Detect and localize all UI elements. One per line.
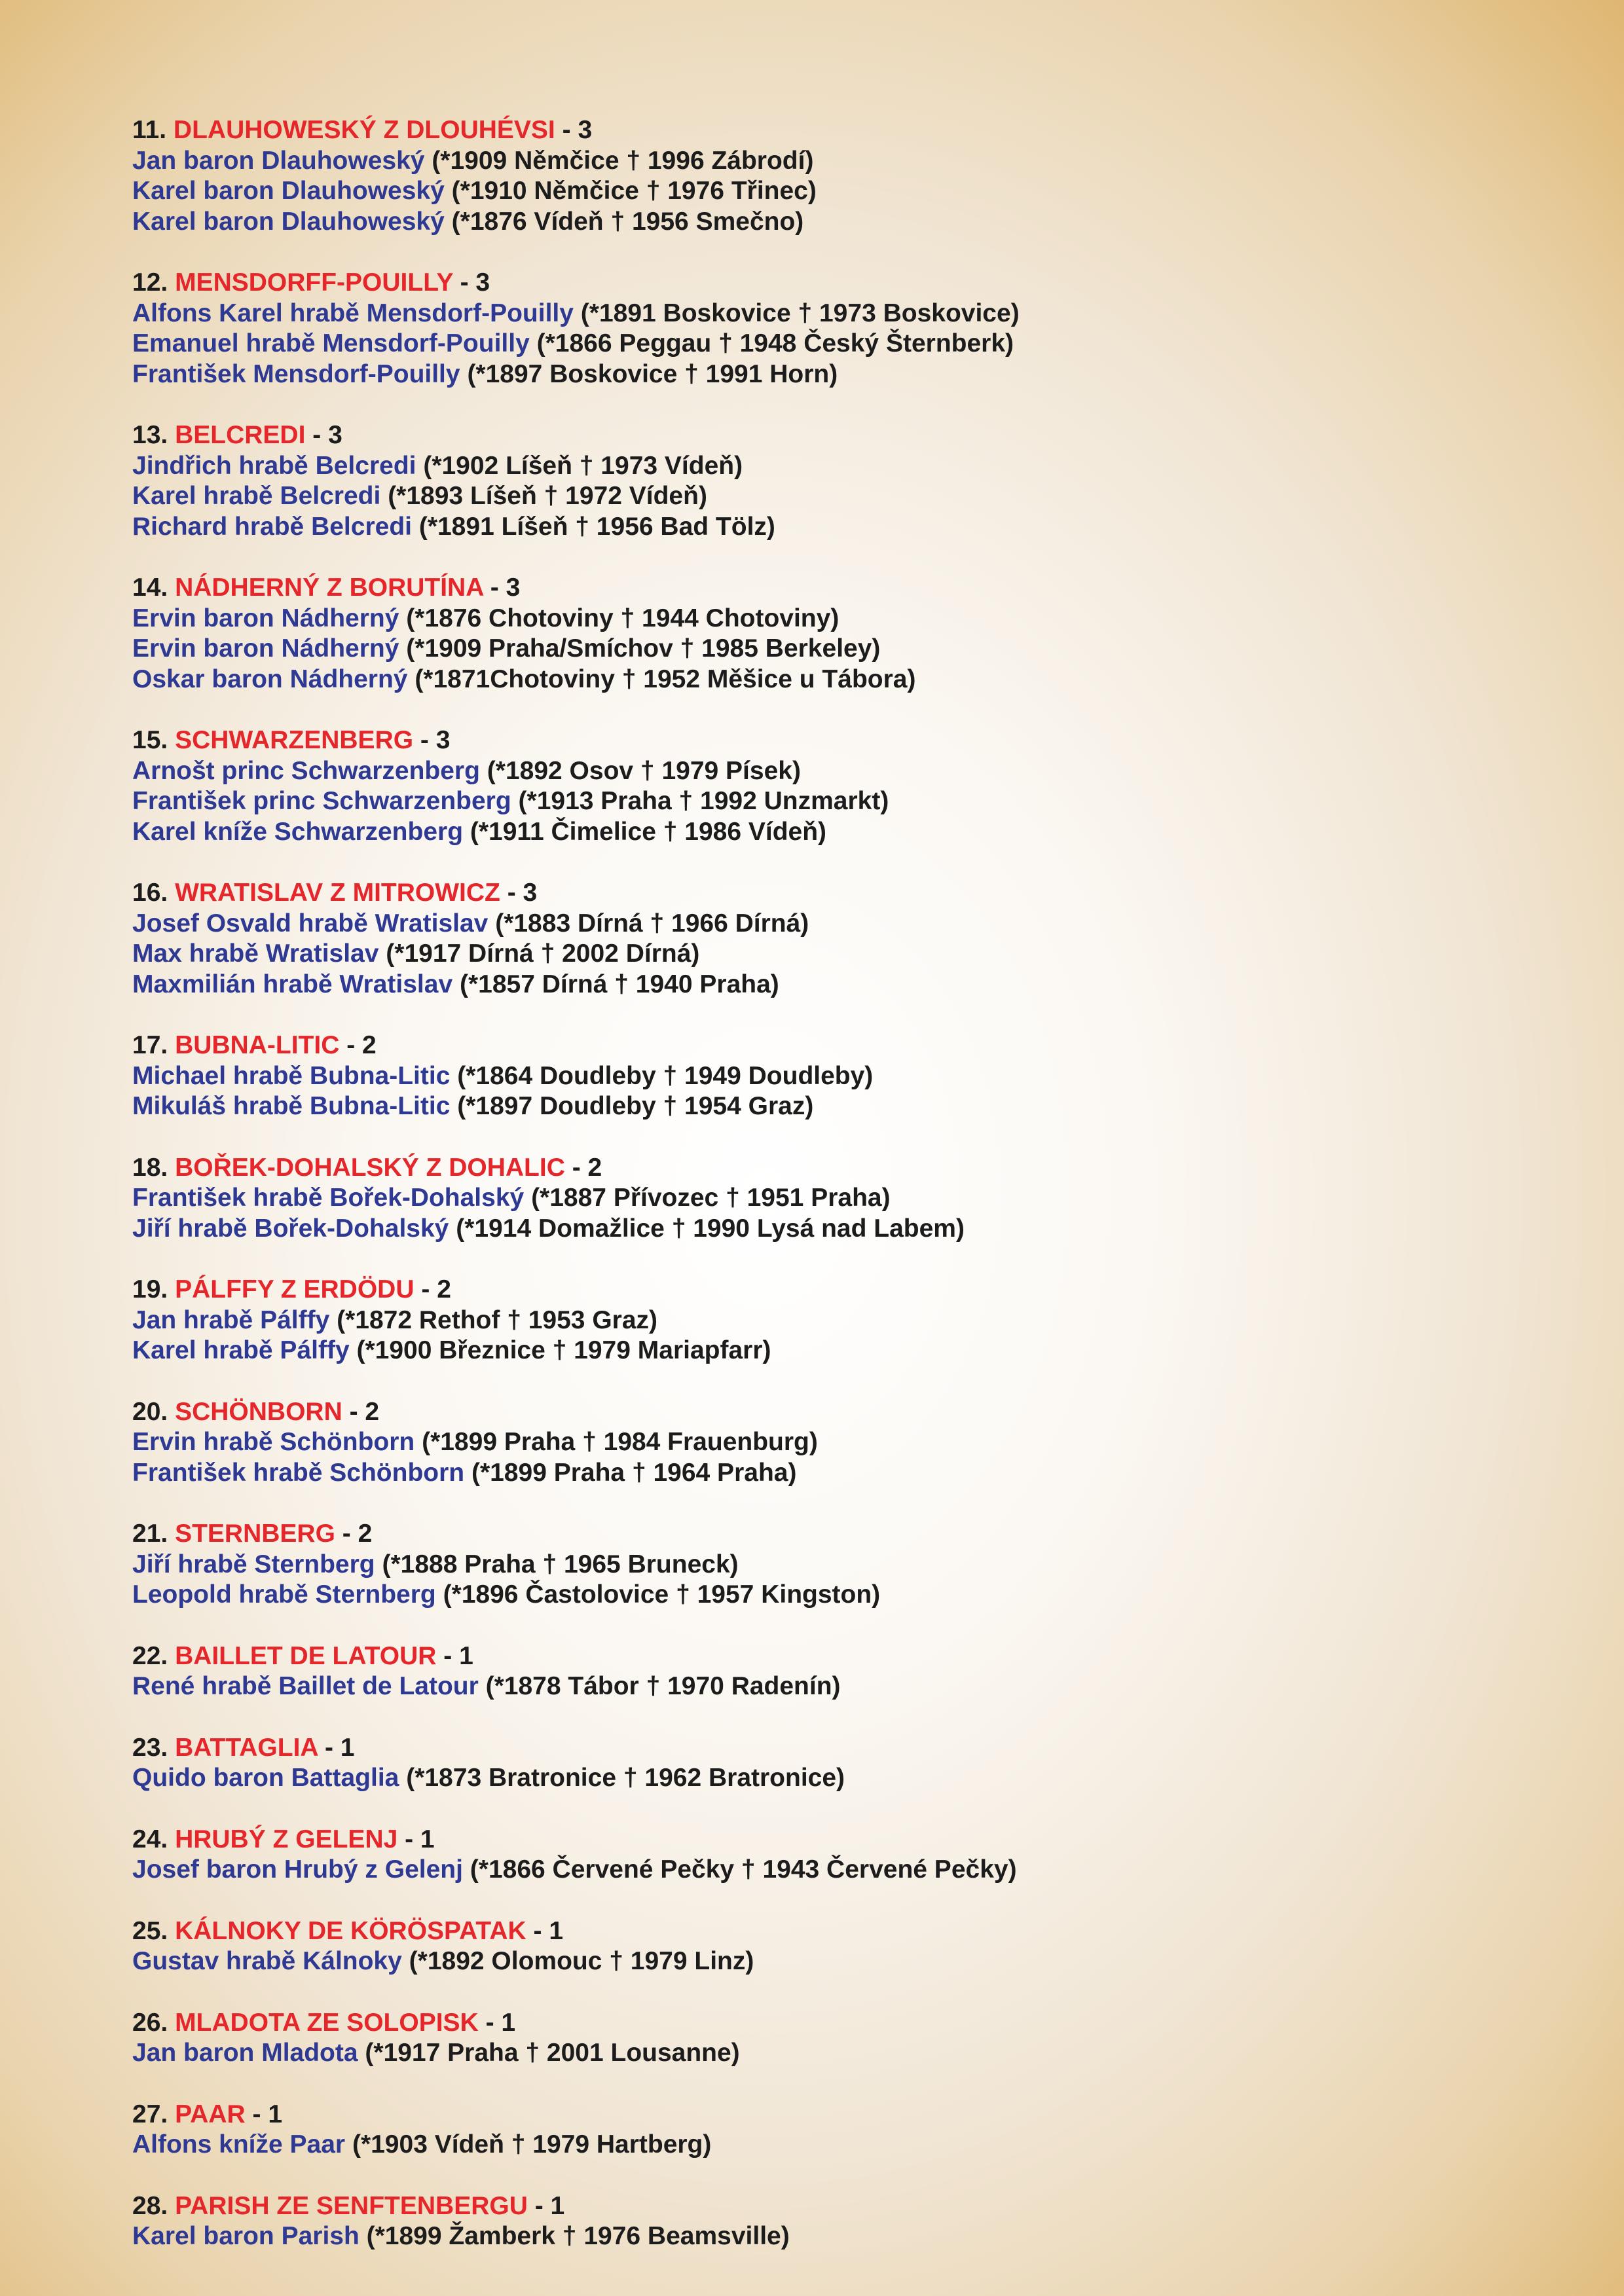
person-row (132, 2221, 1540, 2252)
family-entry (132, 2191, 1540, 2252)
person-details: (*1887 Přívozec † 1951 Praha) (531, 1184, 891, 1212)
person-row (132, 939, 1540, 970)
family-entry (132, 878, 1540, 1000)
person-name: František princ Schwarzenberg (132, 787, 511, 815)
person-row (132, 1550, 1540, 1580)
person-details: (*1897 Boskovice † 1991 Horn) (467, 359, 838, 388)
family-number: 26. (132, 2008, 168, 2037)
person-details: (*1873 Bratronice † 1962 Bratronice) (406, 1764, 845, 1792)
person-row (132, 1091, 1540, 1122)
family-entry (132, 1275, 1540, 1366)
family-entry (132, 2100, 1540, 2160)
person-name: Karel baron Dlauhoweský (132, 207, 445, 236)
family-number: 21. (132, 1520, 168, 1548)
family-count: - 1 (252, 2100, 283, 2128)
person-name: Karel hrabě Belcredi (132, 482, 381, 510)
person-row (132, 1855, 1540, 1886)
family-heading (132, 420, 1540, 451)
family-number: 14. (132, 574, 168, 602)
person-details: (*1897 Doudleby † 1954 Graz) (457, 1092, 814, 1120)
family-heading (132, 1733, 1540, 1764)
person-name: Jan baron Dlauhoweský (132, 146, 425, 175)
person-name: Alfons kníže Paar (132, 2130, 346, 2159)
noble-families-list (132, 115, 1540, 2283)
person-details: (*1888 Praha † 1965 Bruneck) (382, 1550, 739, 1578)
family-number: 19. (132, 1275, 168, 1303)
family-name: WRATISLAV Z MITROWICZ (175, 879, 500, 907)
family-count: - 1 (405, 1825, 435, 1853)
person-row (132, 1061, 1540, 1092)
person-name: Quido baron Battaglia (132, 1764, 399, 1792)
family-heading (132, 1641, 1540, 1672)
person-name: Leopold hrabě Sternberg (132, 1580, 436, 1609)
person-row (132, 2038, 1540, 2069)
family-heading (132, 268, 1540, 299)
person-row (132, 786, 1540, 817)
family-number: 20. (132, 1397, 168, 1426)
family-count: - 1 (485, 2008, 516, 2037)
family-count: - 3 (312, 421, 342, 449)
person-details: (*1891 Líšeň † 1956 Bad Tölz) (418, 512, 775, 541)
person-name: František hrabě Schönborn (132, 1458, 465, 1487)
family-name: PÁLFFY Z ERDÖDU (175, 1275, 415, 1303)
person-details: (*1892 Osov † 1979 Písek) (487, 756, 801, 785)
person-row (132, 1214, 1540, 1245)
family-entry (132, 1153, 1540, 1245)
family-name: PARISH ZE SENFTENBERGU (175, 2191, 528, 2220)
person-details: (*1883 Dírná † 1966 Dírná) (495, 909, 809, 938)
family-heading (132, 1916, 1540, 1947)
person-row (132, 1183, 1540, 1214)
person-row (132, 1671, 1540, 1702)
family-name: NÁDHERNÝ Z BORUTÍNA (175, 574, 483, 602)
person-details: (*1876 Vídeň † 1956 Smečno) (451, 207, 804, 236)
person-name: Ervin baron Nádherný (132, 634, 399, 663)
family-name: SCHÖNBORN (175, 1397, 342, 1426)
family-name: STERNBERG (175, 1520, 335, 1548)
person-row (132, 1946, 1540, 1977)
family-heading (132, 1519, 1540, 1550)
person-details: (*1902 Líšeň † 1973 Vídeň) (423, 451, 743, 480)
person-name: Oskar baron Nádherný (132, 665, 408, 693)
family-heading (132, 1275, 1540, 1305)
family-count: - 2 (421, 1275, 451, 1303)
person-name: Ervin baron Nádherný (132, 604, 399, 632)
person-row (132, 1305, 1540, 1336)
person-name: Michael hrabě Bubna-Litic (132, 1061, 451, 1090)
family-heading (132, 1397, 1540, 1428)
family-name: MENSDORFF-POUILLY (175, 268, 453, 297)
family-number: 27. (132, 2100, 168, 2128)
person-name: Jan baron Mladota (132, 2039, 358, 2067)
family-entry (132, 2008, 1540, 2069)
person-name: František hrabě Bořek-Dohalský (132, 1184, 525, 1212)
family-count: - 1 (533, 1916, 564, 1945)
family-name: BOŘEK-DOHALSKÝ Z DOHALIC (175, 1153, 565, 1182)
person-row (132, 756, 1540, 787)
family-number: 24. (132, 1825, 168, 1853)
person-details: (*1896 Častolovice † 1957 Kingston) (443, 1580, 881, 1609)
family-heading (132, 725, 1540, 756)
family-number: 22. (132, 1641, 168, 1670)
person-name: Max hrabě Wratislav (132, 939, 379, 968)
person-name: Richard hrabě Belcredi (132, 512, 412, 541)
person-row (132, 604, 1540, 634)
person-details: (*1857 Dírná † 1940 Praha) (459, 970, 779, 998)
person-row (132, 634, 1540, 665)
family-entry (132, 1916, 1540, 1977)
family-entry (132, 268, 1540, 390)
person-details: (*1900 Březnice † 1979 Mariapfarr) (356, 1336, 771, 1364)
family-number: 17. (132, 1031, 168, 1059)
family-heading (132, 1153, 1540, 1184)
family-number: 16. (132, 879, 168, 907)
family-entry (132, 1519, 1540, 1611)
person-details: (*1892 Olomouc † 1979 Linz) (409, 1947, 754, 1975)
family-number: 12. (132, 268, 168, 297)
family-count: - 2 (346, 1031, 377, 1059)
person-name: Jiří hrabě Sternberg (132, 1550, 375, 1578)
family-number: 23. (132, 1733, 168, 1762)
family-entry (132, 725, 1540, 847)
person-row (132, 2130, 1540, 2160)
person-name: Jiří hrabě Bořek-Dohalský (132, 1214, 449, 1243)
person-details: (*1909 Němčice † 1996 Zábrodí) (432, 146, 814, 175)
family-heading (132, 2191, 1540, 2222)
family-count: - 1 (324, 1733, 355, 1762)
person-name: Karel baron Parish (132, 2222, 360, 2250)
person-row (132, 1763, 1540, 1794)
family-name: HRUBÝ Z GELENJ (175, 1825, 398, 1853)
person-details: (*1878 Tábor † 1970 Radenín) (485, 1672, 841, 1700)
family-count: - 2 (342, 1520, 373, 1548)
family-entry (132, 1641, 1540, 1702)
person-name: Karel baron Dlauhoweský (132, 177, 445, 205)
family-count: - 3 (420, 726, 451, 754)
person-details: (*1872 Rethof † 1953 Graz) (337, 1305, 658, 1334)
person-row (132, 1336, 1540, 1366)
family-number: 18. (132, 1153, 168, 1182)
person-name: Alfons Karel hrabě Mensdorf-Pouilly (132, 299, 574, 327)
person-row (132, 207, 1540, 238)
family-heading (132, 878, 1540, 909)
person-details: (*1871Chotoviny † 1952 Měšice u Tábora) (415, 665, 916, 693)
person-details: (*1893 Líšeň † 1972 Vídeň) (388, 482, 707, 510)
person-row (132, 146, 1540, 177)
family-count: - 1 (443, 1641, 473, 1670)
family-heading (132, 573, 1540, 604)
person-details: (*1911 Čimelice † 1986 Vídeň) (470, 817, 827, 846)
person-details: (*1909 Praha/Smíchov † 1985 Berkeley) (406, 634, 881, 663)
family-name: SCHWARZENBERG (175, 726, 414, 754)
person-name: René hrabě Baillet de Latour (132, 1672, 479, 1700)
family-count: - 3 (460, 268, 490, 297)
person-details: (*1914 Domažlice † 1990 Lysá nad Labem) (456, 1214, 965, 1243)
person-row (132, 359, 1540, 390)
family-count: - 2 (349, 1397, 380, 1426)
person-details: (*1899 Praha † 1984 Frauenburg) (422, 1428, 818, 1456)
person-name: Karel kníže Schwarzenberg (132, 817, 464, 846)
family-heading (132, 1825, 1540, 1855)
person-details: (*1864 Doudleby † 1949 Doudleby) (457, 1061, 874, 1090)
family-number: 25. (132, 1916, 168, 1945)
person-details: (*1891 Boskovice † 1973 Boskovice) (580, 299, 1020, 327)
family-count: - 3 (562, 116, 593, 144)
family-entry (132, 1397, 1540, 1489)
family-count: - 3 (507, 879, 538, 907)
person-row (132, 299, 1540, 329)
family-number: 15. (132, 726, 168, 754)
person-details: (*1903 Vídeň † 1979 Hartberg) (352, 2130, 712, 2159)
person-row (132, 176, 1540, 207)
family-heading (132, 115, 1540, 146)
person-row (132, 451, 1540, 482)
person-name: Gustav hrabě Kálnoky (132, 1947, 402, 1975)
person-row (132, 1580, 1540, 1611)
family-name: PAAR (175, 2100, 246, 2128)
family-heading (132, 1030, 1540, 1061)
person-name: Jindřich hrabě Belcredi (132, 451, 416, 480)
person-name: Josef Osvald hrabě Wratislav (132, 909, 489, 938)
family-name: KÁLNOKY DE KÖRÖSPATAK (175, 1916, 526, 1945)
person-name: Emanuel hrabě Mensdorf-Pouilly (132, 329, 530, 357)
person-row (132, 909, 1540, 939)
family-name: MLADOTA ZE SOLOPISK (175, 2008, 479, 2037)
family-name: BUBNA-LITIC (175, 1031, 340, 1059)
person-details: (*1866 Peggau † 1948 Český Šternberk) (536, 329, 1014, 357)
family-entry (132, 573, 1540, 695)
family-entry (132, 1733, 1540, 1794)
person-row (132, 970, 1540, 1000)
family-number: 11. (132, 116, 167, 144)
person-name: Karel hrabě Pálffy (132, 1336, 350, 1364)
person-row (132, 665, 1540, 695)
person-name: Maxmilián hrabě Wratislav (132, 970, 453, 998)
family-count: - 1 (534, 2191, 565, 2220)
family-name: BAILLET DE LATOUR (175, 1641, 437, 1670)
person-details: (*1876 Chotoviny † 1944 Chotoviny) (406, 604, 840, 632)
person-name: Ervin hrabě Schönborn (132, 1428, 415, 1456)
person-details: (*1910 Němčice † 1976 Třinec) (451, 177, 817, 205)
family-entry (132, 420, 1540, 542)
family-name: BATTAGLIA (175, 1733, 318, 1762)
person-details: (*1866 Červené Pečky † 1943 Červené Pečky) (470, 1855, 1017, 1884)
person-row (132, 1458, 1540, 1489)
family-heading (132, 2100, 1540, 2130)
person-name: Arnošt princ Schwarzenberg (132, 756, 480, 785)
family-number: 13. (132, 421, 168, 449)
person-row (132, 817, 1540, 848)
family-name: DLAUHOWESKÝ Z DLOUHÉVSI (173, 116, 555, 144)
family-entry (132, 1825, 1540, 1886)
person-row (132, 1427, 1540, 1458)
person-name: Mikuláš hrabě Bubna-Litic (132, 1092, 451, 1120)
person-name: Jan hrabě Pálffy (132, 1305, 330, 1334)
family-entry (132, 115, 1540, 237)
person-details: (*1899 Praha † 1964 Praha) (471, 1458, 797, 1487)
person-details: (*1917 Praha † 2001 Lousanne) (365, 2039, 740, 2067)
family-heading (132, 2008, 1540, 2039)
person-details: (*1899 Žamberk † 1976 Beamsville) (366, 2222, 790, 2250)
person-row (132, 512, 1540, 543)
person-row (132, 329, 1540, 359)
family-entry (132, 1030, 1540, 1122)
person-details: (*1917 Dírná † 2002 Dírná) (386, 939, 700, 968)
family-number: 28. (132, 2191, 168, 2220)
person-details: (*1913 Praha † 1992 Unzmarkt) (518, 787, 889, 815)
person-row (132, 481, 1540, 512)
person-name: František Mensdorf-Pouilly (132, 359, 460, 388)
family-count: - 2 (572, 1153, 602, 1182)
family-name: BELCREDI (175, 421, 306, 449)
person-name: Josef baron Hrubý z Gelenj (132, 1855, 463, 1884)
family-count: - 3 (490, 574, 521, 602)
